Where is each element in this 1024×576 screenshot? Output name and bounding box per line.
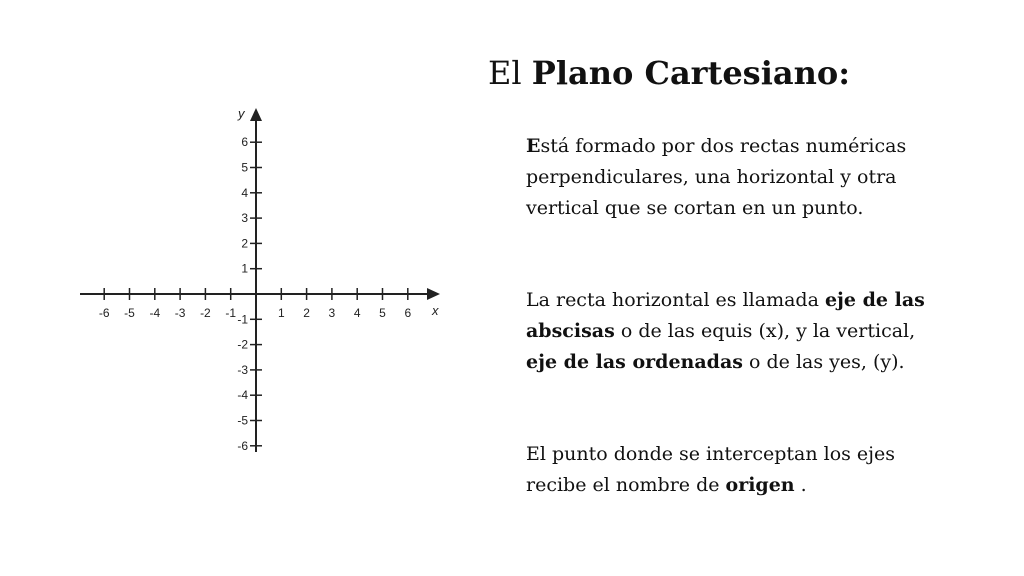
x-tick-label: -1 (225, 306, 237, 320)
title-normal: El (488, 54, 522, 92)
y-tick-label: 1 (241, 261, 248, 276)
page-title (488, 54, 850, 92)
cartesian-plane (0, 0, 480, 576)
y-tick-label: 5 (241, 160, 248, 175)
x-tick-label: 4 (353, 306, 361, 320)
axes-text-3: o de las yes, (y). (742, 351, 905, 373)
origin-text-2: . (794, 474, 807, 496)
x-tick-label: 3 (328, 306, 336, 320)
definition-text: stá formado por dos rectas numéricas perpendiculares, una horizontal y otra vertical que se cortan en un punto. (526, 135, 907, 219)
paragraph-origin (526, 439, 936, 501)
origin-text-1: El punto donde se interceptan los ejes recibe el nombre de (526, 443, 896, 496)
x-tick-label: 2 (303, 306, 310, 320)
y-axis-label: y (238, 106, 245, 121)
x-tick-label: -5 (124, 306, 135, 320)
drop-initial: E (526, 135, 541, 157)
y-tick-label: -6 (237, 438, 248, 453)
y-tick-label: -1 (237, 312, 248, 327)
axes-text-2: o de las equis (x), y la vertical, (614, 320, 916, 342)
y-tick-label: -2 (237, 337, 248, 352)
title-bold: Plano Cartesiano: (531, 54, 850, 92)
y-tick-label: -3 (237, 362, 248, 377)
paragraph-definition (526, 131, 936, 224)
y-tick-label: 6 (241, 135, 248, 150)
x-tick-label: 6 (404, 306, 412, 320)
x-tick-label: -6 (98, 306, 110, 320)
x-tick-label: -4 (149, 306, 161, 320)
x-tick-label: -3 (174, 306, 186, 320)
x-axis-arrow (427, 288, 440, 300)
y-tick-label: 3 (241, 211, 248, 226)
ordinate-term: eje de las ordenadas (526, 351, 743, 373)
origin-term: origen (725, 474, 795, 496)
x-tick-label: 1 (277, 306, 285, 320)
abscissa-term: eje de las abscisas (526, 289, 925, 342)
x-tick-label: 5 (379, 306, 386, 320)
y-tick-label: -4 (237, 388, 248, 403)
paragraph-axes (526, 285, 936, 378)
y-axis-arrow (250, 108, 262, 121)
x-tick-label: -2 (200, 306, 211, 320)
y-tick-label: 4 (241, 185, 248, 200)
x-axis-label: x (432, 303, 439, 318)
axes-text-1: La recta horizontal es llamada (526, 289, 825, 311)
y-tick-label: 2 (241, 236, 248, 251)
y-tick-label: -5 (237, 413, 248, 428)
